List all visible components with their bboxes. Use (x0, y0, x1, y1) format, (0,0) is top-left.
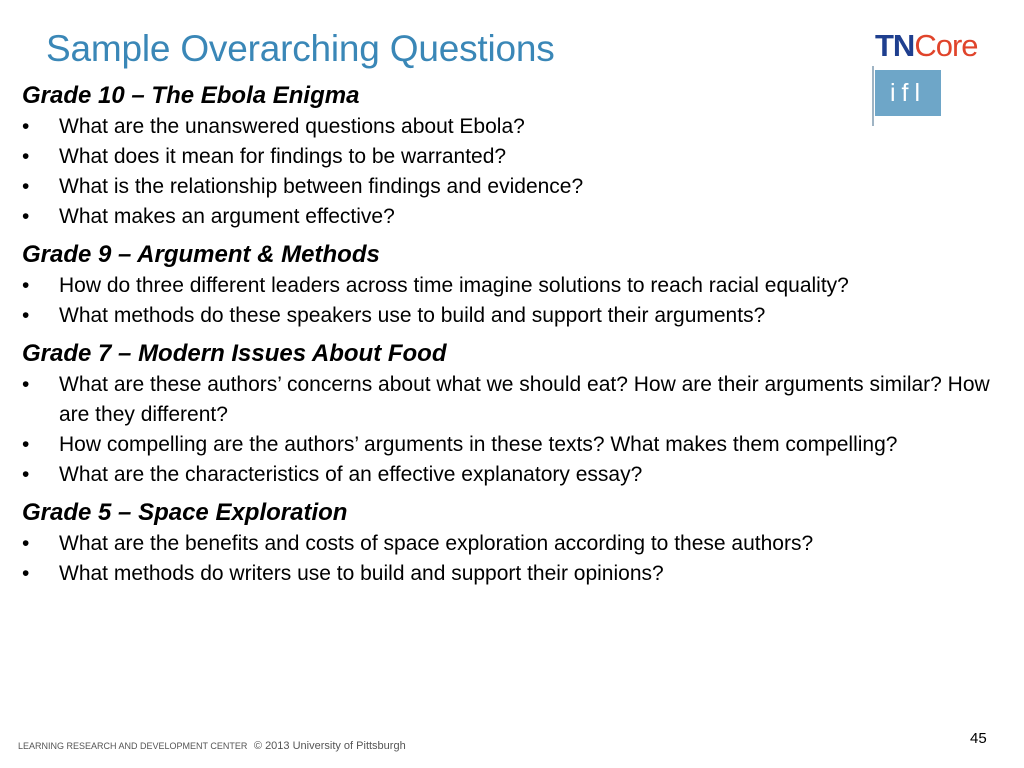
list-item-text: What does it mean for findings to be warranted? (59, 145, 507, 168)
footer-copyright: © 2013 University of Pittsburgh (253, 740, 406, 752)
list-item-text: What are these authors’ concerns about what we should eat? How are their arguments similar? How are they different? (59, 373, 990, 426)
list-item (22, 202, 1022, 232)
list-item (22, 529, 1022, 559)
list-item-text: What are the benefits and costs of space exploration according to these authors? (59, 532, 814, 555)
list-item (22, 370, 1022, 430)
footer-org: LEARNING RESEARCH AND DEVELOPMENT CENTER (18, 741, 248, 751)
list-item (22, 142, 1022, 172)
section-grade-5 (22, 497, 1022, 589)
slide-title: Sample Overarching Questions (46, 28, 555, 69)
list-item-text: What methods do these speakers use to build and support their arguments? (59, 304, 766, 327)
bullet-icon: • (22, 373, 30, 396)
section-grade-10 (22, 80, 1022, 232)
bullet-icon: • (22, 433, 30, 456)
bullet-icon: • (22, 463, 30, 486)
bullet-icon: • (22, 562, 30, 585)
list-item (22, 301, 1022, 331)
bullet-icon: • (22, 145, 30, 168)
bullet-icon: • (22, 304, 30, 327)
section-heading: Grade 10 – The Ebola Enigma (22, 82, 360, 109)
page-number: 45 (970, 730, 987, 747)
section-heading: Grade 7 – Modern Issues About Food (22, 340, 447, 367)
list-item (22, 559, 1022, 589)
list-item (22, 460, 1022, 490)
section-heading: Grade 9 – Argument & Methods (22, 241, 380, 268)
bullet-icon: • (22, 274, 30, 297)
list-item (22, 271, 1022, 301)
bullet-list (22, 271, 1022, 331)
list-item-text: How compelling are the authors’ arguments in these texts? What makes them compelling? (59, 433, 898, 456)
bullet-icon: • (22, 115, 30, 138)
list-item-text: How do three different leaders across time imagine solutions to reach racial equality? (59, 274, 849, 297)
logo-tn-text: TN (875, 28, 915, 63)
list-item-text: What are the unanswered questions about Ebola? (59, 115, 525, 138)
footer (18, 740, 406, 752)
ifl-logo: ifl (875, 70, 941, 116)
section-heading: Grade 5 – Space Exploration (22, 499, 348, 526)
list-item-text: What makes an argument effective? (59, 205, 395, 228)
bullet-icon: • (22, 205, 30, 228)
list-item (22, 112, 1022, 142)
content (22, 80, 1022, 596)
bullet-list (22, 529, 1022, 589)
bullet-list (22, 112, 1022, 232)
bullet-icon: • (22, 175, 30, 198)
section-grade-9 (22, 239, 1022, 331)
list-item (22, 172, 1022, 202)
list-item-text: What are the characteristics of an effective explanatory essay? (59, 463, 643, 486)
list-item-text: What methods do writers use to build and support their opinions? (59, 562, 664, 585)
bullet-list (22, 370, 1022, 490)
section-grade-7 (22, 338, 1022, 490)
logo-core-text: Core (914, 28, 978, 63)
tncore-wordmark (875, 28, 978, 64)
list-item (22, 430, 1022, 460)
bullet-icon: • (22, 532, 30, 555)
list-item-text: What is the relationship between findings and evidence? (59, 175, 584, 198)
